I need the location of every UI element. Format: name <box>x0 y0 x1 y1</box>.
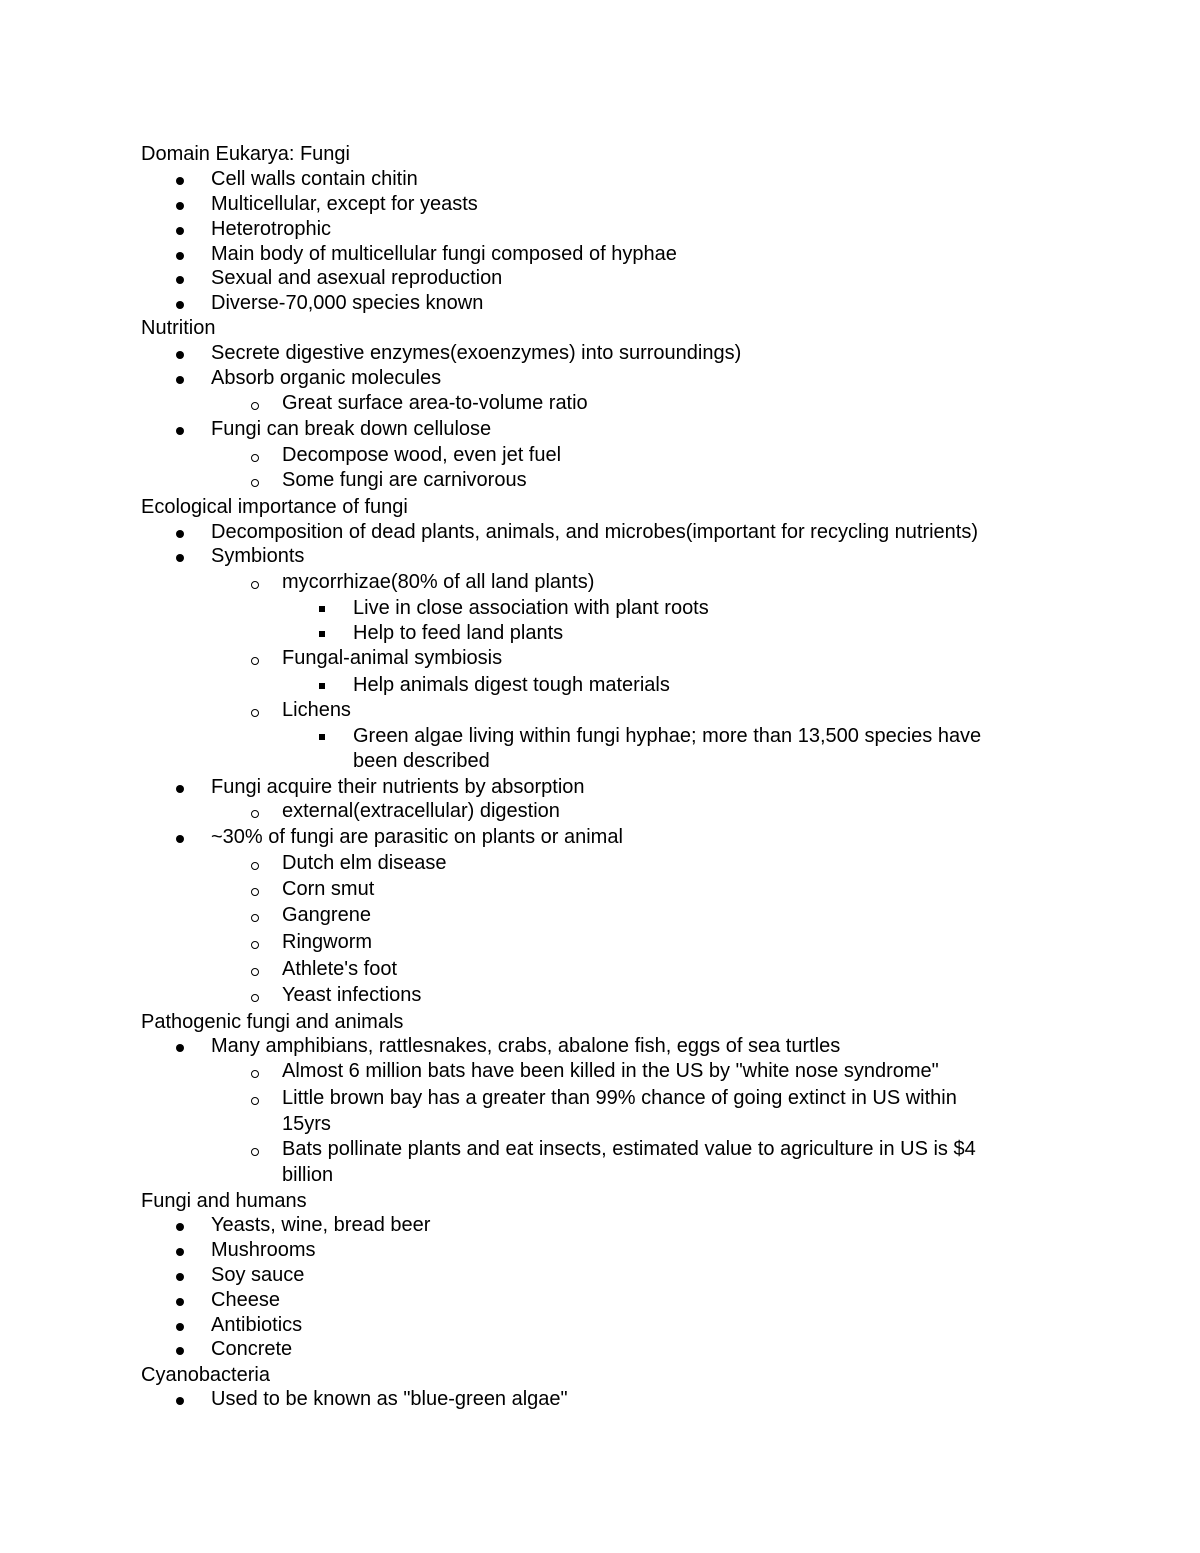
section-heading: Fungi and humans <box>141 1190 307 1212</box>
bullet-disc-icon <box>172 217 188 241</box>
bullet-disc-icon <box>172 417 188 441</box>
section-heading: Cyanobacteria <box>141 1364 270 1386</box>
bullet-disc-icon <box>172 1263 188 1287</box>
bullet-square-icon <box>316 621 328 645</box>
bullet-ring-icon <box>248 879 262 903</box>
section-heading: Pathogenic fungi and animals <box>141 1011 404 1033</box>
bullet-ring-icon <box>248 853 262 877</box>
bullet-ring-icon <box>248 648 262 672</box>
document-page: Domain Eukarya: Fungi Cell walls contain chitin Multicellular, except for yeasts Heterotrophic Main body of multicellular fungi composed of hyphae Sexual and asexual reproduction Diverse-70,000 species known Nutrition Secrete digestive enzymes(exoenzymes) into surroundings) Absorb organic molecules Great surface area-to-volume ratio Fungi can break down cellulose Decompose wood, even jet fuel Some fungi are carnivorous Ecological importance of fungi Decomposition of dead plants, animals, and microbes(important for recycling nutrients) Symbionts mycorrhizae(80% of all land plants) Live in close association with plant roots Help to feed land plants Fungal-animal symbiosis Help animals digest tough materials Lichens Green algae living within fungi hyphae; more than 13,500 species have been described Fungi acquire their nutrients by absorption external(extracellular) digestion ~30% of fungi are parasitic on plants or animal Dutch elm disease Corn smut Gangrene Ringworm Athlete's foot Yeast infections Pathogenic fungi and animals Many amphibians, rattlesnakes, crabs, abalone fish, eggs of sea turtles Almost 6 million bats have been killed in the US by "white nose syndrome" Little brown bay has a greater than 99% chance of going extinct in US within 15yrs Bats pollinate plants and eat insects, estimated value to agriculture in US is $4 billion Fungi and humans Yeasts, wine, bread beer Mushrooms Soy sauce Cheese Antibiotics Concrete Cyanobacteria Used to be known as "blue-green algae" <box>141 143 982 1410</box>
bullet-disc-icon <box>172 1213 188 1237</box>
bullet-ring-icon <box>248 1088 262 1112</box>
bullet-ring-icon <box>248 700 262 724</box>
bullet-ring-icon <box>248 801 262 825</box>
bullet-disc-icon <box>172 520 188 544</box>
bullet-ring-icon <box>248 905 262 929</box>
bullet-disc-icon <box>172 291 188 315</box>
bullet-ring-icon <box>248 445 262 469</box>
bullet-disc-icon <box>172 1337 188 1361</box>
bullet-disc-icon <box>172 366 188 390</box>
section-heading: Ecological importance of fungi <box>141 496 408 518</box>
bullet-disc-icon <box>172 1238 188 1262</box>
bullet-disc-icon <box>172 266 188 290</box>
bullet-disc-icon <box>172 1387 188 1411</box>
bullet-disc-icon <box>172 1288 188 1312</box>
section-heading: Nutrition <box>141 317 216 339</box>
bullet-ring-icon <box>248 959 262 983</box>
bullet-disc-icon <box>172 544 188 568</box>
bullet-disc-icon <box>172 341 188 365</box>
bullet-disc-icon <box>172 192 188 216</box>
bullet-disc-icon <box>172 825 188 849</box>
bullet-ring-icon <box>248 1061 262 1085</box>
bullet-ring-icon <box>248 470 262 494</box>
bullet-disc-icon <box>172 1034 188 1058</box>
bullet-disc-icon <box>172 167 188 191</box>
bullet-ring-icon <box>248 1139 262 1163</box>
bullet-ring-icon <box>248 393 262 417</box>
bullet-disc-icon <box>172 242 188 266</box>
bullet-ring-icon <box>248 572 262 596</box>
bullet-ring-icon <box>248 985 262 1009</box>
bullet-disc-icon <box>172 775 188 799</box>
bullet-square-icon <box>316 596 328 620</box>
bullet-disc-icon <box>172 1313 188 1337</box>
section-heading: Domain Eukarya: Fungi <box>141 143 350 165</box>
bullet-square-icon <box>316 673 328 697</box>
bullet-ring-icon <box>248 932 262 956</box>
bullet-square-icon <box>316 724 328 748</box>
